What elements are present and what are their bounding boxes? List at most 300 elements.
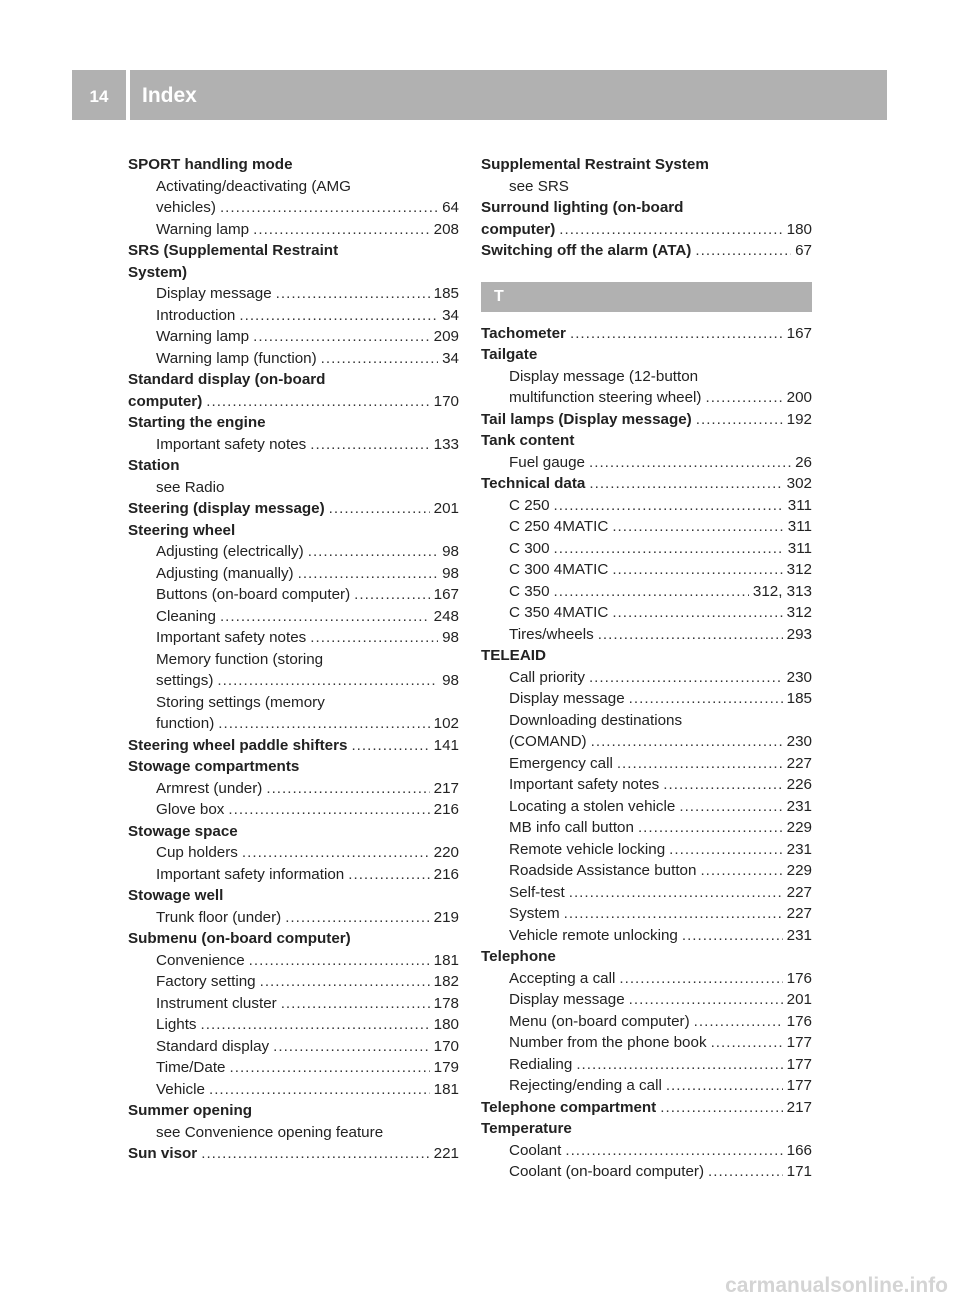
index-subentry xyxy=(128,326,459,348)
index-subentry xyxy=(481,667,812,689)
dot-leader xyxy=(249,950,430,972)
index-heading xyxy=(128,240,459,262)
index-subentry xyxy=(481,925,812,947)
index-heading xyxy=(481,323,812,345)
index-subentry xyxy=(128,305,459,327)
index-subentry xyxy=(128,670,459,692)
page-reference: 231 xyxy=(786,926,812,944)
entry-text: Telephone compartment xyxy=(481,1098,657,1116)
entry-text: C 250 xyxy=(509,496,550,514)
entry-text: MB info call button xyxy=(509,819,634,836)
entry-text: C 250 4MATIC xyxy=(509,518,609,535)
entry-text: Adjusting (electrically) xyxy=(156,543,304,560)
entry-text: Vehicle xyxy=(156,1080,205,1098)
index-column-left xyxy=(128,154,459,1165)
index-subentry xyxy=(481,817,812,839)
dot-leader xyxy=(694,1011,783,1033)
page-reference: 176 xyxy=(786,1012,812,1030)
entry-text: Stowage well xyxy=(128,887,224,904)
entry-text: multifunction steering wheel) xyxy=(509,389,702,406)
index-heading xyxy=(481,430,812,452)
entry-text: Important safety information xyxy=(156,865,345,883)
entry-text: Memory function (storing xyxy=(156,650,324,668)
page-reference: 177 xyxy=(786,1034,812,1051)
entry-text: Cleaning xyxy=(156,607,216,625)
entry-text: settings) xyxy=(156,672,214,689)
index-subentry xyxy=(128,219,459,241)
entry-text: Redialing xyxy=(509,1055,573,1073)
entry-text: Standard display (on-board xyxy=(128,371,326,388)
index-heading xyxy=(128,520,459,542)
entry-text: Warning lamp xyxy=(156,328,250,345)
page-reference: 177 xyxy=(786,1077,812,1094)
index-heading xyxy=(128,412,459,434)
index-subentry xyxy=(128,348,459,370)
page-reference: 220 xyxy=(433,844,459,861)
dot-leader xyxy=(629,989,783,1011)
entry-text: Armrest (under) xyxy=(156,779,263,797)
entry-text: Remote vehicle locking xyxy=(509,840,666,858)
dot-leader xyxy=(619,968,782,990)
dot-leader xyxy=(554,538,784,560)
index-subentry xyxy=(481,538,812,560)
page-reference: 166 xyxy=(786,1141,812,1159)
dot-leader xyxy=(570,323,783,345)
entry-text: Cup holders xyxy=(156,844,238,861)
index-heading xyxy=(481,1118,812,1140)
entry-text: Instrument cluster xyxy=(156,994,277,1012)
index-subentry xyxy=(481,387,812,409)
entry-text: Activating/deactivating (AMG xyxy=(156,177,351,195)
page-reference: 201 xyxy=(433,500,459,517)
index-subentry xyxy=(481,860,812,882)
dot-leader xyxy=(276,283,430,305)
index-subentry xyxy=(481,624,812,646)
entry-text: Important safety notes xyxy=(156,435,307,453)
page-reference: 26 xyxy=(795,453,812,471)
index-subentry xyxy=(128,713,459,735)
index-heading xyxy=(481,197,812,219)
index-subentry xyxy=(128,1122,459,1144)
index-heading xyxy=(128,154,459,176)
entry-text: Fuel gauge xyxy=(509,453,585,471)
index-heading xyxy=(128,821,459,843)
entry-text: (COMAND) xyxy=(509,733,587,750)
entry-text: Warning lamp xyxy=(156,220,250,238)
index-subentry xyxy=(481,688,812,710)
page-reference: 180 xyxy=(786,220,812,238)
page-reference: 34 xyxy=(442,349,459,367)
index-heading xyxy=(481,154,812,176)
dot-leader xyxy=(705,387,782,409)
dot-leader xyxy=(310,627,438,649)
entry-text: Supplemental Restraint System xyxy=(481,156,709,173)
dot-leader xyxy=(329,498,430,520)
page-reference: 201 xyxy=(786,991,812,1008)
entry-text: SRS (Supplemental Restraint xyxy=(128,242,339,259)
entry-text: Display message xyxy=(509,991,625,1008)
entry-text: Factory setting xyxy=(156,973,256,990)
dot-leader xyxy=(708,1161,783,1183)
dot-leader xyxy=(700,860,782,882)
dot-leader xyxy=(612,516,783,538)
dot-leader xyxy=(201,1143,429,1165)
index-subentry xyxy=(128,842,459,864)
dot-leader xyxy=(281,993,430,1015)
entry-text: Coolant xyxy=(509,1141,562,1159)
page-reference: 98 xyxy=(442,672,459,689)
dot-leader xyxy=(679,796,782,818)
dot-leader xyxy=(589,452,791,474)
index-subentry xyxy=(128,971,459,993)
entry-text: Warning lamp (function) xyxy=(156,349,317,367)
index-subentry xyxy=(481,1011,812,1033)
dot-leader xyxy=(569,882,783,904)
page-reference: 98 xyxy=(442,543,459,560)
entry-text: Steering (display message) xyxy=(128,500,325,517)
page-title: Index xyxy=(142,84,197,107)
dot-leader xyxy=(629,688,783,710)
dot-leader xyxy=(351,735,429,757)
page-reference: 209 xyxy=(433,328,459,345)
page-reference: 179 xyxy=(433,1059,459,1076)
page-reference: 229 xyxy=(786,819,812,836)
index-subentry xyxy=(481,1075,812,1097)
page-reference: 293 xyxy=(786,625,812,643)
page-reference: 230 xyxy=(786,733,812,750)
index-subentry xyxy=(128,799,459,821)
entry-text: Display message xyxy=(509,690,625,707)
dot-leader xyxy=(682,925,783,947)
entry-text: SPORT handling mode xyxy=(128,156,293,173)
index-subentry xyxy=(481,1161,812,1183)
index-subentry xyxy=(481,903,812,925)
page-reference: 311 xyxy=(787,496,812,514)
index-subentry xyxy=(128,1036,459,1058)
entry-text: Tachometer xyxy=(481,324,566,342)
entry-text: computer) xyxy=(481,220,556,238)
dot-leader xyxy=(266,778,429,800)
page-reference: 167 xyxy=(786,324,812,342)
page-reference: 180 xyxy=(433,1016,459,1033)
entry-text: Stowage compartments xyxy=(128,758,300,775)
dot-leader xyxy=(695,240,791,262)
dot-leader xyxy=(696,409,783,431)
entry-text: Switching off the alarm (ATA) xyxy=(481,242,692,259)
entry-text: Submenu (on-board computer) xyxy=(128,930,351,947)
entry-text: Display message (12-button xyxy=(509,367,699,385)
index-subentry xyxy=(128,541,459,563)
section-letter-heading: T xyxy=(481,282,812,312)
page-reference: 312, 313 xyxy=(752,582,812,600)
page-reference: 226 xyxy=(786,776,812,793)
entry-text: Emergency call xyxy=(509,754,613,772)
dot-leader xyxy=(298,563,439,585)
entry-text: Coolant (on-board computer) xyxy=(509,1163,705,1180)
page-reference: 102 xyxy=(433,715,459,732)
index-subentry xyxy=(128,1014,459,1036)
page-reference: 217 xyxy=(786,1098,812,1116)
dot-leader xyxy=(711,1032,783,1054)
entry-text: Tires/wheels xyxy=(509,625,594,643)
dot-leader xyxy=(209,1079,430,1101)
page-number: 14 xyxy=(89,87,109,106)
page-reference: 248 xyxy=(433,607,459,625)
dot-leader xyxy=(666,1075,783,1097)
page-reference: 192 xyxy=(786,410,812,428)
page-reference: 219 xyxy=(433,908,459,926)
page-reference: 216 xyxy=(433,865,459,883)
entry-text: Downloading destinations xyxy=(509,711,683,729)
page-reference: 170 xyxy=(433,1037,459,1055)
index-heading xyxy=(481,645,812,667)
index-subentry xyxy=(481,452,812,474)
index-subentry xyxy=(481,710,812,732)
index-subentry xyxy=(128,477,459,499)
page-reference: 312 xyxy=(786,604,812,621)
entry-text: Steering wheel paddle shifters xyxy=(128,736,348,754)
index-subentry xyxy=(481,495,812,517)
index-subentry xyxy=(128,950,459,972)
index-heading xyxy=(128,391,459,413)
entry-text: System xyxy=(509,905,560,922)
entry-text: Tailgate xyxy=(481,346,538,363)
entry-text: Tank content xyxy=(481,432,575,449)
page-reference: 170 xyxy=(433,392,459,410)
dot-leader xyxy=(638,817,783,839)
index-subentry xyxy=(128,864,459,886)
index-heading xyxy=(481,240,812,262)
entry-text: Important safety notes xyxy=(156,629,307,646)
page-reference: 227 xyxy=(786,883,812,901)
index-subentry xyxy=(481,176,812,198)
index-subentry xyxy=(481,516,812,538)
entry-text: see Convenience opening feature xyxy=(156,1123,384,1141)
entry-text: Convenience xyxy=(156,951,245,969)
entry-text: Trunk floor (under) xyxy=(156,908,282,926)
page-reference: 221 xyxy=(433,1145,459,1162)
dot-leader xyxy=(220,197,438,219)
entry-text: Storing settings (memory xyxy=(156,693,325,711)
entry-text: Lights xyxy=(156,1016,197,1033)
dot-leader xyxy=(554,581,749,603)
entry-text: Call priority xyxy=(509,668,585,686)
entry-text: Temperature xyxy=(481,1120,572,1137)
index-subentry xyxy=(481,559,812,581)
entry-text: Vehicle remote unlocking xyxy=(509,926,678,944)
page-reference: 177 xyxy=(786,1055,812,1073)
entry-text: Tail lamps (Display message) xyxy=(481,410,692,428)
index-subentry xyxy=(128,283,459,305)
index-subentry xyxy=(481,753,812,775)
entry-text: Sun visor xyxy=(128,1145,198,1162)
index-subentry xyxy=(128,176,459,198)
dot-leader xyxy=(663,774,782,796)
entry-text: TELEAID xyxy=(481,647,546,664)
entry-text: Important safety notes xyxy=(509,776,660,793)
dot-leader xyxy=(220,606,430,628)
dot-leader xyxy=(576,1054,782,1076)
page-reference: 34 xyxy=(442,306,459,324)
dot-leader xyxy=(565,1140,782,1162)
dot-leader xyxy=(669,839,782,861)
index-heading xyxy=(128,498,459,520)
index-subentry xyxy=(481,839,812,861)
entry-text: Rejecting/ending a call xyxy=(509,1077,662,1094)
page-header xyxy=(72,70,887,120)
entry-text: vehicles) xyxy=(156,199,216,216)
dot-leader xyxy=(253,326,430,348)
page-reference: 181 xyxy=(433,1080,459,1098)
index-subentry xyxy=(481,1054,812,1076)
entry-text: computer) xyxy=(128,392,203,410)
index-subentry xyxy=(481,366,812,388)
page-reference: 182 xyxy=(433,973,459,990)
page-reference: 171 xyxy=(786,1163,812,1180)
entry-text: Accepting a call xyxy=(509,969,616,987)
page-reference: 141 xyxy=(433,736,459,754)
dot-leader xyxy=(201,1014,430,1036)
page-reference: 208 xyxy=(433,220,459,238)
entry-text: Standard display xyxy=(156,1037,270,1055)
page-reference: 133 xyxy=(433,435,459,453)
dot-leader xyxy=(554,495,784,517)
page-reference: 229 xyxy=(786,862,812,879)
entry-text: Display message xyxy=(156,285,272,302)
entry-text: C 300 xyxy=(509,539,550,557)
entry-text: function) xyxy=(156,715,215,732)
dot-leader xyxy=(598,624,783,646)
index-heading xyxy=(481,1097,812,1119)
page-reference: 178 xyxy=(433,994,459,1012)
page-reference: 181 xyxy=(433,951,459,969)
index-heading xyxy=(481,473,812,495)
entry-text: Self-test xyxy=(509,883,565,901)
dot-leader xyxy=(564,903,783,925)
dot-leader xyxy=(218,713,429,735)
dot-leader xyxy=(559,219,782,241)
page-reference: 185 xyxy=(433,285,459,302)
page-reference: 216 xyxy=(433,801,459,818)
index-heading xyxy=(128,756,459,778)
index-subentry xyxy=(128,692,459,714)
index-heading xyxy=(481,946,812,968)
index-subentry xyxy=(481,968,812,990)
entry-text: Menu (on-board computer) xyxy=(509,1012,690,1030)
entry-text: System) xyxy=(128,263,188,281)
page-reference: 231 xyxy=(786,797,812,815)
page-reference: 227 xyxy=(786,754,812,772)
entry-text: C 350 4MATIC xyxy=(509,604,609,621)
index-subentry xyxy=(128,197,459,219)
index-heading xyxy=(481,344,812,366)
entry-text: Summer opening xyxy=(128,1102,253,1119)
dot-leader xyxy=(660,1097,782,1119)
entry-text: Surround lighting (on-board xyxy=(481,199,684,216)
index-heading xyxy=(128,262,459,284)
page-reference: 98 xyxy=(442,629,459,646)
page-reference: 185 xyxy=(786,690,812,707)
dot-leader xyxy=(239,305,438,327)
entry-text: Starting the engine xyxy=(128,414,266,431)
dot-leader xyxy=(612,602,782,624)
page-reference: 311 xyxy=(787,518,812,535)
entry-text: Station xyxy=(128,457,180,474)
dot-leader xyxy=(206,391,429,413)
dot-leader xyxy=(253,219,430,241)
index-subentry xyxy=(481,581,812,603)
dot-leader xyxy=(310,434,429,456)
page-reference: 64 xyxy=(442,199,459,216)
index-subentry xyxy=(481,1140,812,1162)
dot-leader xyxy=(348,864,429,886)
index-heading xyxy=(128,369,459,391)
entry-text: see Radio xyxy=(156,478,225,496)
index-heading xyxy=(481,219,812,241)
index-subentry xyxy=(128,434,459,456)
page-reference: 312 xyxy=(786,561,812,578)
dot-leader xyxy=(230,1057,430,1079)
index-heading xyxy=(128,928,459,950)
page-reference: 176 xyxy=(786,969,812,987)
index-subentry xyxy=(128,606,459,628)
page-reference: 230 xyxy=(786,668,812,686)
index-subentry xyxy=(128,627,459,649)
index-subentry xyxy=(128,649,459,671)
index-subentry xyxy=(128,907,459,929)
entry-text: Glove box xyxy=(156,801,225,818)
index-heading xyxy=(128,1100,459,1122)
index-column-right xyxy=(481,154,812,1183)
dot-leader xyxy=(217,670,438,692)
index-subentry xyxy=(128,1079,459,1101)
index-heading xyxy=(481,409,812,431)
index-subentry xyxy=(128,1057,459,1079)
index-subentry xyxy=(128,563,459,585)
index-heading xyxy=(128,1143,459,1165)
page-reference: 231 xyxy=(786,840,812,858)
dot-leader xyxy=(354,584,429,606)
index-heading xyxy=(128,735,459,757)
entry-text: C 350 xyxy=(509,582,550,600)
page-reference: 227 xyxy=(786,905,812,922)
dot-leader xyxy=(612,559,782,581)
page-reference: 302 xyxy=(786,475,812,492)
page-reference: 67 xyxy=(795,242,812,259)
index-heading xyxy=(128,455,459,477)
dot-leader xyxy=(589,667,783,689)
dot-leader xyxy=(242,842,430,864)
index-subentry xyxy=(481,1032,812,1054)
dot-leader xyxy=(321,348,438,370)
index-subentry xyxy=(481,882,812,904)
entry-text: Stowage space xyxy=(128,822,238,840)
dot-leader xyxy=(273,1036,430,1058)
page-reference: 217 xyxy=(433,779,459,797)
dot-leader xyxy=(285,907,429,929)
entry-text: Time/Date xyxy=(156,1059,226,1076)
header-divider xyxy=(126,70,130,120)
watermark: carmanualsonline.info xyxy=(725,1274,948,1297)
entry-text: Adjusting (manually) xyxy=(156,564,294,582)
dot-leader xyxy=(308,541,438,563)
entry-text: Introduction xyxy=(156,306,236,324)
entry-text: Telephone xyxy=(481,948,556,965)
dot-leader xyxy=(589,473,782,495)
dot-leader xyxy=(228,799,429,821)
entry-text: Steering wheel xyxy=(128,521,236,539)
page-reference: 98 xyxy=(442,564,459,582)
